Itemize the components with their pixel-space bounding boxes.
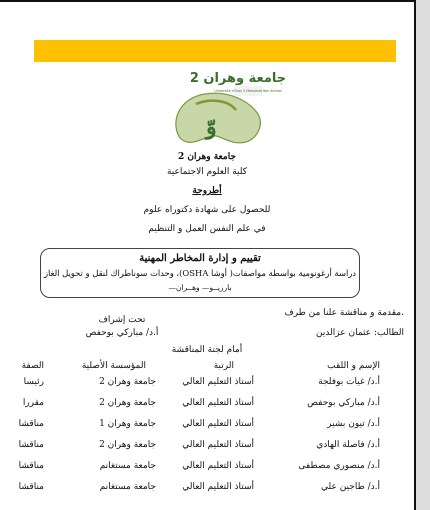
- student-name: الطالب: عثمان عزالدين: [315, 328, 404, 338]
- table-row: [0, 461, 414, 475]
- member-rank: أستاذ التعليم العالي: [182, 440, 254, 450]
- member-name: أ.د/ منصوري مصطفى: [298, 461, 380, 471]
- member-name: أ.د/ فاصلة الهادي: [316, 440, 380, 450]
- logo-subtitle: Université d'Oran 2 Mohamed Ben Ahmed: [214, 89, 282, 93]
- supervision-label: تحت إشراف: [98, 315, 146, 325]
- logo-graphic: [150, 68, 287, 150]
- logo-wordmark: جامعة وهران 2: [189, 71, 287, 86]
- member-rank: أستاذ التعليم العالي: [182, 419, 254, 429]
- member-name: أ.د/ طاجين علي: [320, 482, 380, 492]
- member-institution: جامعة مستغانم: [99, 461, 156, 471]
- title-line-1: تقييم و إدارة المخاطر المهنية: [139, 253, 261, 264]
- committee-heading: أمام لجنة المناقشة: [171, 345, 243, 355]
- degree-line: للحصول على شهادة دكتوراه علوم: [143, 205, 271, 215]
- university-logo: [150, 68, 287, 150]
- member-role: مناقشا: [18, 419, 44, 429]
- member-name: أ.د/ تيون بشير: [327, 419, 380, 429]
- member-institution: جامعة وهران 2: [99, 398, 156, 408]
- table-row: [0, 398, 414, 412]
- header-name: الإسم و اللقب: [327, 361, 380, 371]
- member-name: أ.د/ مباركي بوحفص: [307, 398, 380, 408]
- member-institution: جامعة وهران 1: [99, 419, 156, 429]
- member-role: مناقشا: [18, 440, 44, 450]
- document-type: أطروحة: [192, 186, 222, 196]
- field-line: في علم النفس العمل و التنظيم: [148, 224, 266, 234]
- member-role: مقررا: [22, 398, 44, 408]
- title-line-2: دراسة أرغونومية بواسطة مواصفات( أوشا OSHA)، وحدات سوناطراك لنقل و تحويل الغاز: [43, 268, 357, 278]
- member-rank: أستاذ التعليم العالي: [182, 461, 254, 471]
- member-role: رئيسا: [23, 377, 44, 387]
- table-row: [0, 440, 414, 454]
- supervisor-name: أ.د/ مباركي بوحفص: [85, 328, 159, 338]
- header-banner: [34, 40, 396, 62]
- top-border: [0, 0, 414, 2]
- title-line-3: بارزيــو— وهــران—: [168, 283, 232, 292]
- member-rank: أستاذ التعليم العالي: [182, 398, 254, 408]
- member-institution: جامعة وهران 2: [99, 440, 156, 450]
- header-role: الصفة: [21, 361, 44, 371]
- header-rank: الرتبة: [213, 361, 234, 371]
- presented-by: .مقدمة و مناقشة علنا من طرف: [284, 308, 404, 318]
- member-rank: أستاذ التعليم العالي: [182, 482, 254, 492]
- member-name: أ.د/ غيات بوفلجة: [318, 377, 380, 387]
- logo-glyph: وّ: [206, 114, 217, 140]
- member-institution: جامعة مستغانم: [99, 482, 156, 492]
- member-role: مناقشا: [18, 461, 44, 471]
- member-rank: أستاذ التعليم العالي: [182, 377, 254, 387]
- table-row: [0, 482, 414, 496]
- member-institution: جامعة وهران 2: [99, 377, 156, 387]
- member-role: مناقشا: [18, 482, 44, 492]
- thesis-title-box: [40, 248, 360, 298]
- faculty-name: كلية العلوم الاجتماعية: [166, 167, 248, 177]
- window-edge: [414, 0, 430, 510]
- header-institution: المؤسسة الأصلية: [81, 361, 146, 371]
- table-row: [0, 377, 414, 391]
- committee-header-row: [0, 361, 414, 375]
- university-name: جامعة وهران 2: [178, 152, 236, 162]
- table-row: [0, 419, 414, 433]
